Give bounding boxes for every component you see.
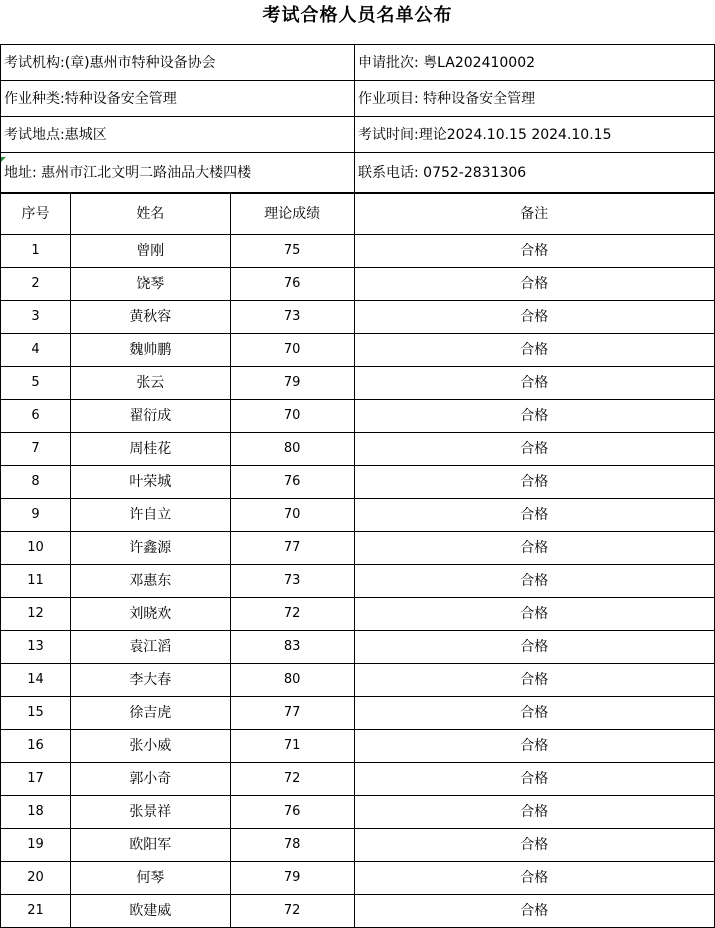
cell-seq: 15 (1, 697, 71, 730)
cell-name: 郭小奇 (70, 763, 230, 796)
table-row (1, 565, 715, 598)
cell-name: 袁江滔 (70, 631, 230, 664)
cell-seq: 2 (1, 268, 71, 301)
table-row (1, 829, 715, 862)
job-type: 作业种类:特种设备安全管理 (4, 91, 177, 107)
table-row (1, 697, 715, 730)
cell-seq: 3 (1, 301, 71, 334)
cell-remark: 合格 (354, 697, 714, 730)
cell-name: 张小威 (70, 730, 230, 763)
table-row (1, 367, 715, 400)
cell-seq: 11 (1, 565, 71, 598)
cell-name: 许鑫源 (70, 532, 230, 565)
cell-name: 饶琴 (70, 268, 230, 301)
job-item: 作业项目: 特种设备安全管理 (354, 81, 715, 117)
cell-score: 73 (230, 565, 354, 598)
cell-seq: 17 (1, 763, 71, 796)
cell-remark: 合格 (354, 895, 714, 928)
info-row-job (0, 81, 715, 117)
cell-score: 80 (230, 433, 354, 466)
cell-name: 黄秋容 (70, 301, 230, 334)
cell-name: 徐吉虎 (70, 697, 230, 730)
cell-score: 72 (230, 598, 354, 631)
table-row (1, 664, 715, 697)
table-row (1, 433, 715, 466)
cell-name: 曾刚 (70, 235, 230, 268)
header-score: 理论成绩 (230, 194, 354, 235)
cell-remark: 合格 (354, 433, 714, 466)
cell-score: 75 (230, 235, 354, 268)
table-row (1, 235, 715, 268)
info-row-org (0, 45, 715, 81)
cell-remark: 合格 (354, 631, 714, 664)
table-row (1, 400, 715, 433)
table-row (1, 499, 715, 532)
cell-remark: 合格 (354, 532, 714, 565)
cell-score: 70 (230, 334, 354, 367)
cell-score: 73 (230, 301, 354, 334)
table-row (1, 532, 715, 565)
exam-address: 地址: 惠州市江北文明二路油品大楼四楼 (4, 165, 252, 181)
cell-seq: 12 (1, 598, 71, 631)
cell-remark: 合格 (354, 301, 714, 334)
exam-location: 考试地点:惠城区 (4, 127, 107, 143)
cell-name: 李大春 (70, 664, 230, 697)
cell-score: 76 (230, 466, 354, 499)
header-name: 姓名 (70, 194, 230, 235)
cell-name: 叶荣城 (70, 466, 230, 499)
cell-seq: 1 (1, 235, 71, 268)
cell-name: 欧阳军 (70, 829, 230, 862)
cell-comment-marker (1, 157, 6, 162)
cell-remark: 合格 (354, 367, 714, 400)
cell-seq: 4 (1, 334, 71, 367)
cell-score: 70 (230, 499, 354, 532)
cell-name: 欧建威 (70, 895, 230, 928)
table-row (1, 862, 715, 895)
cell-name: 周桂花 (70, 433, 230, 466)
cell-seq: 9 (1, 499, 71, 532)
cell-seq: 18 (1, 796, 71, 829)
cell-remark: 合格 (354, 763, 714, 796)
cell-score: 77 (230, 532, 354, 565)
cell-score: 76 (230, 268, 354, 301)
qualified-roster-table (0, 193, 715, 928)
table-row (1, 631, 715, 664)
cell-score: 77 (230, 697, 354, 730)
table-row (1, 466, 715, 499)
cell-score: 80 (230, 664, 354, 697)
cell-seq: 13 (1, 631, 71, 664)
table-row (1, 268, 715, 301)
cell-remark: 合格 (354, 235, 714, 268)
table-row (1, 796, 715, 829)
cell-score: 79 (230, 862, 354, 895)
cell-score: 79 (230, 367, 354, 400)
cell-remark: 合格 (354, 400, 714, 433)
cell-seq: 8 (1, 466, 71, 499)
cell-score: 76 (230, 796, 354, 829)
table-row (1, 763, 715, 796)
info-row-location (0, 117, 715, 153)
cell-seq: 5 (1, 367, 71, 400)
cell-remark: 合格 (354, 268, 714, 301)
approval-batch: 申请批次: 粤LA202410002 (354, 45, 715, 81)
cell-name: 魏帅鹏 (70, 334, 230, 367)
cell-seq: 19 (1, 829, 71, 862)
cell-score: 70 (230, 400, 354, 433)
header-seq: 序号 (1, 194, 71, 235)
table-row (1, 895, 715, 928)
cell-name: 许自立 (70, 499, 230, 532)
cell-seq: 7 (1, 433, 71, 466)
cell-seq: 20 (1, 862, 71, 895)
cell-score: 78 (230, 829, 354, 862)
exam-org: 考试机构:(章)惠州市特种设备协会 (4, 55, 216, 71)
cell-remark: 合格 (354, 334, 714, 367)
cell-name: 何琴 (70, 862, 230, 895)
cell-remark: 合格 (354, 499, 714, 532)
page-title: 考试合格人员名单公布 (262, 5, 453, 26)
cell-score: 72 (230, 895, 354, 928)
table-row (1, 301, 715, 334)
cell-seq: 6 (1, 400, 71, 433)
table-row (1, 730, 715, 763)
cell-score: 71 (230, 730, 354, 763)
table-header-row (1, 194, 715, 235)
cell-seq: 16 (1, 730, 71, 763)
cell-name: 翟衍成 (70, 400, 230, 433)
cell-name: 张云 (70, 367, 230, 400)
cell-remark: 合格 (354, 862, 714, 895)
cell-name: 邓惠东 (70, 565, 230, 598)
cell-remark: 合格 (354, 829, 714, 862)
cell-score: 72 (230, 763, 354, 796)
cell-remark: 合格 (354, 598, 714, 631)
cell-seq: 14 (1, 664, 71, 697)
contact-phone: 联系电话: 0752-2831306 (354, 153, 715, 193)
cell-remark: 合格 (354, 466, 714, 499)
cell-seq: 21 (1, 895, 71, 928)
cell-remark: 合格 (354, 664, 714, 697)
cell-seq: 10 (1, 532, 71, 565)
cell-score: 83 (230, 631, 354, 664)
info-row-address (0, 153, 715, 193)
table-row (1, 598, 715, 631)
table-row (1, 334, 715, 367)
cell-name: 张景祥 (70, 796, 230, 829)
cell-remark: 合格 (354, 730, 714, 763)
header-remark: 备注 (354, 194, 714, 235)
cell-remark: 合格 (354, 565, 714, 598)
cell-name: 刘晓欢 (70, 598, 230, 631)
cell-remark: 合格 (354, 796, 714, 829)
exam-time: 考试时间:理论2024.10.15 2024.10.15 (354, 117, 715, 153)
